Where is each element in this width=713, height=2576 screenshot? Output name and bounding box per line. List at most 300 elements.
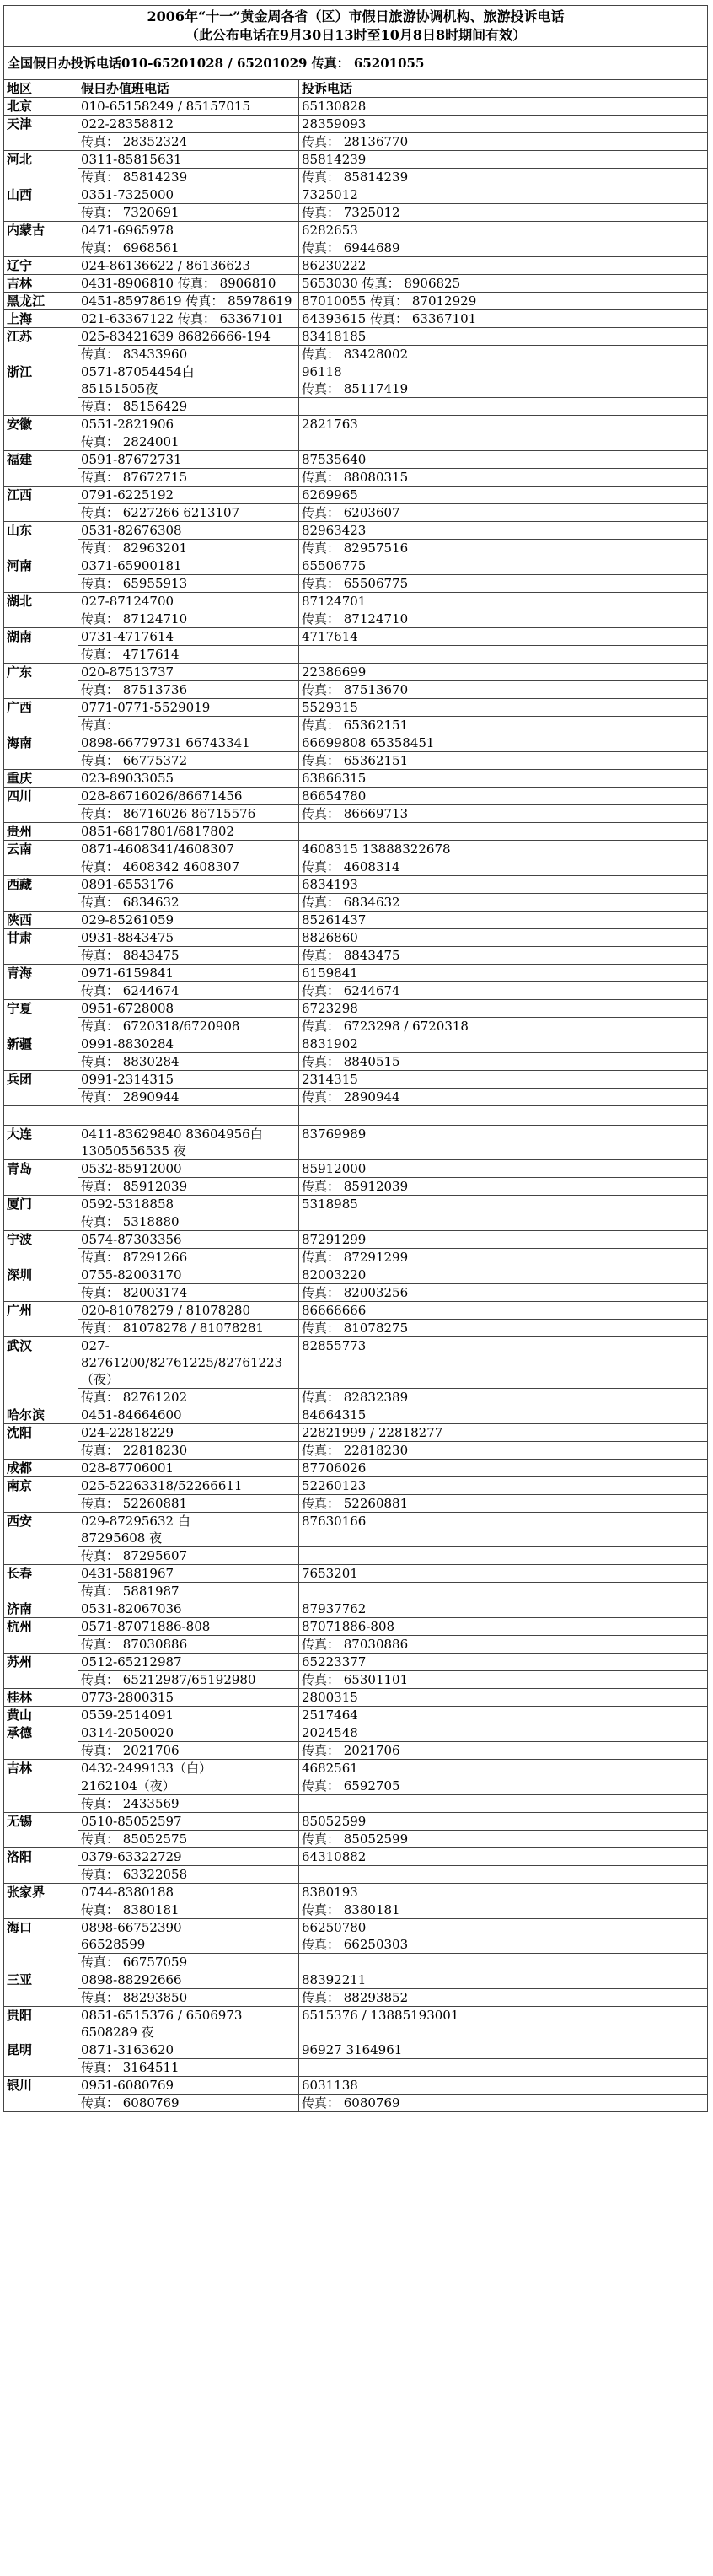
cell-line: 0971-6159841 [81,965,174,981]
complaint-phone-cell [299,2007,708,2041]
complaint-phone-cell [299,1971,708,1989]
cell-line: 传真： 8843475 [81,948,180,963]
holiday-phone-cell [78,593,299,610]
table-row [4,1337,708,1389]
region-cell: 河南 [4,557,78,593]
holiday-phone-cell [78,186,299,204]
cell-line: 传真： 3164511 [81,2060,180,2075]
cell-line: 82761200/82761225/82761223 [81,1355,283,1370]
table-row [4,1406,708,1424]
complaint-phone-cell [299,1848,708,1866]
cell-line: 传真： 2021706 [302,1743,400,1758]
region-cell: 福建 [4,451,78,487]
cell-line: 87124701 [302,594,367,609]
cell-line: 84664315 [302,1407,367,1422]
holiday-phone-cell [78,310,299,328]
cell-line: 8380193 [302,1885,358,1900]
holiday-phone-cell [78,1106,299,1126]
holiday-phone-cell [78,1249,299,1266]
cell-line: 0791-6225192 [81,487,174,503]
region-cell: 吉林 [4,1760,78,1813]
holiday-phone-cell [78,1178,299,1196]
complaint-phone-cell [299,947,708,965]
complaint-phone-cell [299,1071,708,1089]
complaint-phone-cell [299,1989,708,2007]
title-line-2: （此公布电话在9月30日13时至10月8日8时期间有效） [185,27,527,43]
complaint-phone-cell [299,1689,708,1707]
cell-line: 传真： 87124710 [81,611,188,627]
cell-line: 传真： 81078275 [302,1320,409,1336]
cell-line: 0871-4608341/4608307 [81,842,234,857]
table-row [4,1989,708,2007]
table-row [4,1724,708,1742]
holiday-phone-cell [78,1600,299,1618]
complaint-phone-cell [299,1302,708,1320]
complaint-phone-cell [299,894,708,912]
table-row [4,1777,708,1795]
region-cell: 北京 [4,98,78,116]
complaint-phone-cell [299,823,708,841]
table-row [4,2095,708,2112]
table-row [4,239,708,257]
cell-line: 6159841 [302,965,358,981]
table-row [4,610,708,628]
table-row [4,2059,708,2077]
cell-line: 6031138 [302,2078,358,2093]
table-row [4,1848,708,1866]
table-row [4,1971,708,1989]
cell-line: 0574-87303356 [81,1232,182,1247]
holiday-phone-cell [78,1866,299,1884]
cell-line: 85052599 [302,1814,367,1829]
cell-line: 传真： 8843475 [302,948,400,963]
holiday-phone-cell [78,1337,299,1389]
cell-line: 传真： 22818230 [302,1443,409,1458]
complaint-phone-cell [299,982,708,1000]
cell-line: 传真： 4608314 [302,859,400,874]
cell-line: 传真： 2824001 [81,434,180,449]
holiday-phone-cell [78,1831,299,1848]
holiday-phone-cell [78,1018,299,1035]
cell-line: 传真： 82003174 [81,1285,188,1300]
complaint-phone-cell [299,1406,708,1424]
cell-line: 85261437 [302,912,367,928]
cell-line: 传真： 4717614 [81,647,180,662]
holiday-phone-cell [78,929,299,947]
region-cell: 湖南 [4,628,78,664]
holiday-phone-cell [78,1320,299,1337]
cell-line: 0851-6817801/6817802 [81,824,234,839]
table-row [4,257,708,275]
cell-line: 87937762 [302,1601,367,1616]
cell-line: 传真： 87291299 [302,1250,409,1265]
cell-line: 传真： 85814239 [302,169,409,185]
cell-line: 传真： 22818230 [81,1443,188,1458]
holiday-phone-cell [78,982,299,1000]
table-row [4,2007,708,2041]
region-cell: 青海 [4,965,78,1000]
region-cell: 黑龙江 [4,293,78,310]
holiday-phone-cell [78,1071,299,1089]
table-row [4,1707,708,1724]
holiday-phone-cell [78,681,299,699]
complaint-phone-cell [299,433,708,451]
region-cell: 内蒙古 [4,222,78,257]
table-row [4,540,708,557]
cell-line: 2162104（夜） [81,1778,175,1794]
table-row [4,1866,708,1884]
header-row [4,80,708,98]
complaint-phone-cell [299,363,708,398]
cell-line: 4717614 [302,629,358,644]
complaint-phone-cell [299,1831,708,1848]
complaint-phone-cell [299,1424,708,1442]
table-row [4,1565,708,1583]
cell-line: 传真： 7320691 [81,205,180,220]
complaint-phone-cell [299,593,708,610]
cell-line: 传真： 87291266 [81,1250,188,1265]
region-cell: 吉林 [4,275,78,293]
cell-line: 传真： 8380181 [302,1902,400,1917]
cell-line: 传真： 5881987 [81,1584,180,1599]
holiday-phone-cell [78,1954,299,1971]
holiday-phone-cell [78,1971,299,1989]
table-row [4,1600,708,1618]
table-row [4,575,708,593]
table-row [4,487,708,504]
holiday-phone-cell [78,1477,299,1495]
table-row [4,1760,708,1777]
cell-line: 85912000 [302,1161,367,1176]
table-row [4,1813,708,1831]
complaint-phone-cell [299,1160,708,1178]
complaint-phone-cell [299,1337,708,1389]
complaint-phone-cell [299,1583,708,1600]
complaint-phone-cell [299,876,708,894]
complaint-phone-cell [299,575,708,593]
header-region: 地区 [4,80,78,98]
cell-line: 64393615 传真： 63367101 [302,311,477,326]
cell-line: 025-83421639 86826666-194 [81,329,271,344]
holiday-phone-cell [78,1848,299,1866]
holiday-phone-cell [78,2077,299,2095]
holiday-phone-cell [78,1565,299,1583]
holiday-phone-cell [78,805,299,823]
complaint-phone-cell [299,1053,708,1071]
table-row [4,1018,708,1035]
holiday-phone-cell [78,540,299,557]
complaint-phone-cell [299,841,708,858]
holiday-phone-cell [78,1266,299,1284]
holiday-phone-cell [78,841,299,858]
holiday-phone-cell [78,1671,299,1689]
cell-line: 2517464 [302,1707,358,1723]
holiday-phone-cell [78,1442,299,1460]
region-cell: 广州 [4,1302,78,1337]
holiday-phone-cell [78,1901,299,1919]
cell-line: 传真： 88293850 [81,1990,188,2005]
cell-line: 0451-85978619 传真： 85978619 [81,293,292,309]
holiday-phone-cell [78,363,299,398]
table-row [4,1106,708,1126]
region-cell: 昆明 [4,2041,78,2077]
complaint-phone-cell [299,451,708,469]
complaint-phone-cell [299,1266,708,1284]
table-row [4,858,708,876]
table-row [4,328,708,346]
cell-line: 传真： 66250303 [302,1937,409,1952]
cell-line: 传真： 6080769 [302,2095,400,2111]
cell-line: 传真： 87513736 [81,682,188,697]
cell-line: 83418185 [302,329,367,344]
complaint-phone-cell [299,1565,708,1583]
cell-line: 传真： 28352324 [81,134,188,149]
region-cell: 兵团 [4,1071,78,1106]
holiday-phone-cell [78,770,299,788]
region-cell: 沈阳 [4,1424,78,1460]
table-row [4,451,708,469]
table-row [4,823,708,841]
table-row [4,293,708,310]
complaint-phone-cell [299,310,708,328]
cell-line: 传真： 85912039 [81,1179,188,1194]
cell-line: 传真： 5318880 [81,1214,180,1229]
complaint-phone-cell [299,752,708,770]
complaint-phone-cell [299,1742,708,1760]
cell-line: 0531-82676308 [81,523,182,538]
cell-line: 87071886-808 [302,1619,395,1634]
complaint-phone-cell [299,133,708,151]
table-row [4,346,708,363]
region-cell: 宁波 [4,1231,78,1266]
holiday-phone-cell [78,752,299,770]
region-cell: 武汉 [4,1337,78,1406]
cell-line: 传真： 52260881 [81,1496,188,1511]
complaint-phone-cell [299,1707,708,1724]
cell-line: 029-85261059 [81,912,174,928]
cell-line: 65506775 [302,558,367,573]
complaint-phone-cell [299,734,708,752]
complaint-phone-cell [299,1477,708,1495]
cell-line: 0314-2050020 [81,1725,174,1740]
holiday-phone-cell [78,416,299,433]
cell-line: 87706026 [302,1460,367,1476]
region-cell: 安徽 [4,416,78,451]
complaint-phone-cell [299,1654,708,1671]
cell-line: 传真： 6968561 [81,240,180,255]
holiday-phone-cell [78,1777,299,1795]
cell-line: 021-63367122 传真： 63367101 [81,311,284,326]
holiday-phone-cell [78,1000,299,1018]
holiday-phone-cell [78,1884,299,1901]
table-row [4,169,708,186]
complaint-phone-cell [299,98,708,116]
region-cell: 苏州 [4,1654,78,1689]
cell-line: 传真： 85052599 [302,1831,409,1847]
complaint-phone-cell [299,858,708,876]
holiday-phone-cell [78,1089,299,1106]
holiday-phone-cell [78,1460,299,1477]
region-cell: 河北 [4,151,78,186]
complaint-phone-cell [299,1513,708,1547]
holiday-phone-cell [78,1689,299,1707]
cell-line: 传真： 8840515 [302,1054,400,1069]
cell-line: 0510-85052597 [81,1814,182,1829]
table-row [4,504,708,522]
table-row [4,947,708,965]
cell-line: 传真： 87513670 [302,682,409,697]
cell-line: 86666666 [302,1303,367,1318]
table-row [4,1053,708,1071]
holiday-phone-cell [78,788,299,805]
cell-line: 传真： 87030886 [81,1637,188,1652]
holiday-phone-cell [78,2041,299,2059]
cell-line: 6723298 [302,1001,358,1016]
holiday-phone-cell [78,222,299,239]
holiday-phone-cell [78,469,299,487]
table-row [4,1126,708,1160]
table-row [4,1249,708,1266]
region-cell: 黄山 [4,1707,78,1724]
complaint-phone-cell [299,151,708,169]
table-row [4,1742,708,1760]
cell-line: 传真： 2890944 [81,1089,180,1105]
table-row [4,752,708,770]
complaint-phone-cell [299,346,708,363]
cell-line: 传真： 6203607 [302,505,400,520]
region-cell: 湖北 [4,593,78,628]
complaint-phone-cell [299,1760,708,1777]
complaint-phone-cell [299,664,708,681]
region-cell: 山东 [4,522,78,557]
complaint-phone-cell [299,1954,708,1971]
cell-line: 63866315 [302,771,367,786]
complaint-phone-cell [299,1919,708,1954]
complaint-phone-cell [299,469,708,487]
complaint-phone-cell [299,1671,708,1689]
cell-line: 传真： 6080769 [81,2095,180,2111]
table-row [4,646,708,664]
national-hotline: 全国假日办投诉电话010-65201028 / 65201029 传真： 65201055 [4,47,708,80]
table-row [4,1901,708,1919]
complaint-phone-cell [299,1636,708,1654]
table-row [4,1196,708,1213]
region-cell: 浙江 [4,363,78,416]
cell-line: 0898-66779731 66743341 [81,735,250,750]
cell-line: 83769989 [302,1127,367,1142]
holiday-phone-cell [78,1513,299,1547]
table-row [4,1000,708,1018]
cell-line: 传真： 85117419 [302,381,409,396]
cell-line: 7653201 [302,1566,358,1581]
holiday-phone-cell [78,823,299,841]
complaint-phone-cell [299,1389,708,1406]
cell-line: 82855773 [302,1338,367,1353]
table-row [4,469,708,487]
complaint-phone-cell [299,912,708,929]
region-cell: 西安 [4,1513,78,1565]
region-cell: 贵州 [4,823,78,841]
complaint-phone-cell [299,681,708,699]
cell-line: 传真： 86669713 [302,806,409,821]
cell-line: 027- [81,1338,110,1353]
region-cell: 广东 [4,664,78,699]
holiday-phone-cell [78,664,299,681]
complaint-phone-cell [299,1600,708,1618]
cell-line: 020-87513737 [81,664,174,680]
complaint-phone-cell [299,557,708,575]
cell-line: 4682561 [302,1761,358,1776]
cell-line: 8826860 [302,930,358,945]
cell-line: 2821763 [302,417,358,432]
cell-line: 0591-87672731 [81,452,182,467]
cell-line: 020-81078279 / 81078280 [81,1303,250,1318]
holiday-phone-cell [78,1547,299,1565]
cell-line: 0532-85912000 [81,1161,182,1176]
complaint-phone-cell [299,2077,708,2095]
table-row [4,2077,708,2095]
region-cell: 桂林 [4,1689,78,1707]
holiday-phone-cell [78,504,299,522]
cell-line: 88392211 [302,1972,367,1987]
region-cell: 重庆 [4,770,78,788]
cell-line: 0773-2800315 [81,1690,174,1705]
table-row [4,717,708,734]
region-cell: 甘肃 [4,929,78,965]
complaint-phone-cell [299,1724,708,1742]
cell-line: 传真： 85912039 [302,1179,409,1194]
cell-line: 0731-4717614 [81,629,174,644]
cell-line: 0559-2514091 [81,1707,174,1723]
cell-line: 传真： 6944689 [302,240,400,255]
cell-line: 传真： 85156429 [81,399,188,414]
cell-line: 024-86136622 / 86136623 [81,258,250,273]
cell-line: 0771-0771-5529019 [81,700,211,715]
cell-line: 87535640 [302,452,367,467]
table-row [4,204,708,222]
table-row [4,982,708,1000]
cell-line: 0891-6553176 [81,877,174,892]
complaint-phone-cell [299,275,708,293]
complaint-phone-cell [299,2059,708,2077]
region-cell: 哈尔滨 [4,1406,78,1424]
cell-line: 传真： 82832389 [302,1390,409,1405]
cell-line: 4608315 13888322678 [302,842,451,857]
cell-line: 0991-8830284 [81,1036,174,1051]
complaint-phone-cell [299,222,708,239]
complaint-phone-cell [299,610,708,628]
cell-line: 0871-3163620 [81,2042,174,2057]
holiday-phone-cell [78,646,299,664]
holiday-phone-cell [78,1654,299,1671]
holiday-phone-cell [78,1618,299,1636]
header-holiday-phone: 假日办值班电话 [78,80,299,98]
cell-line: 5529315 [302,700,358,715]
complaint-phone-cell [299,1018,708,1035]
complaint-phone-cell [299,1866,708,1884]
cell-line: 传真： 28136770 [302,134,409,149]
complaint-phone-cell [299,717,708,734]
region-cell [4,1106,78,1126]
national-row [4,47,708,80]
holiday-phone-cell [78,239,299,257]
cell-line: 传真： 6834632 [302,895,400,910]
holiday-phone-cell [78,610,299,628]
cell-line: 传真： 88080315 [302,470,409,485]
cell-line: 86230222 [302,258,367,273]
cell-line: 传真： 52260881 [302,1496,409,1511]
table-row [4,770,708,788]
